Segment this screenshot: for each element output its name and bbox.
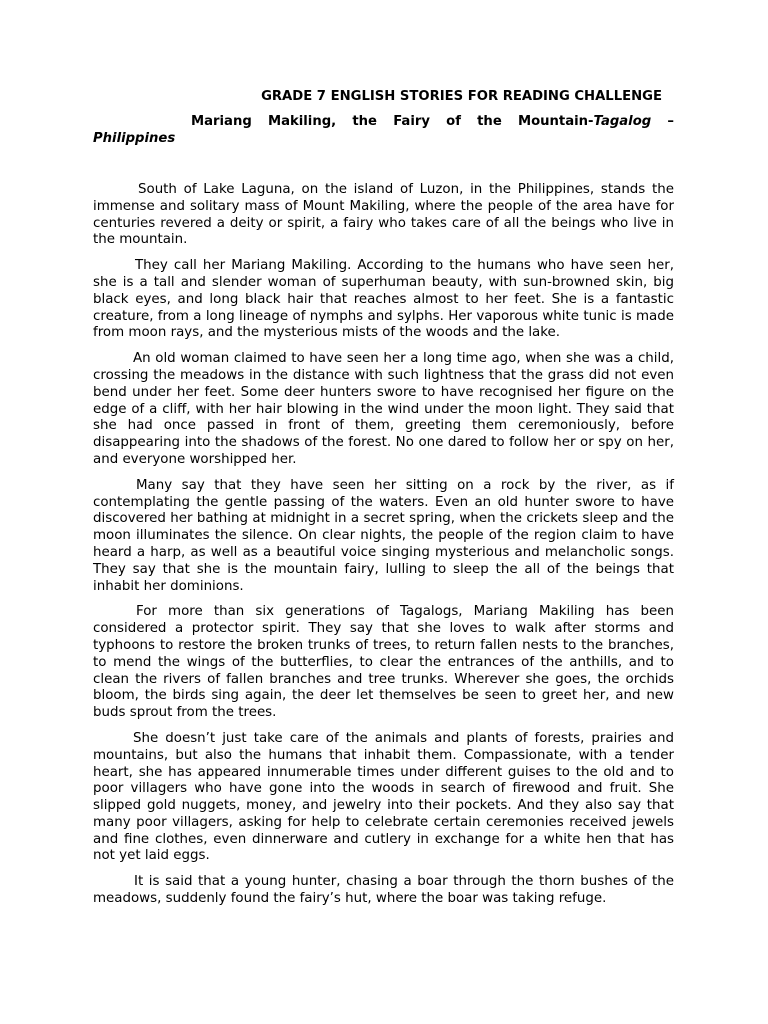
story-origin: Tagalog (593, 114, 652, 129)
document-heading: GRADE 7 ENGLISH STORIES FOR READING CHALLENGE (261, 89, 662, 104)
paragraph: Many say that they have seen her sitting on a rock by the river, as if contemplating the gentle passing of the waters. Even an old hunter swore to have discovered her bathing at midnight in a secret spring, when the crickets sleep and the moon illuminates the silence. On clear nights, the people of the region claim to have heard a harp, as well as a beautiful voice singing mysterious and melancholic songs. They say that she is the mountain fairy, lulling to sleep the all of the beings that inhabit her dominions. (93, 477, 674, 594)
story-title-text: Mariang Makiling, the Fairy of the Mountain- (191, 114, 594, 129)
paragraph: She doesn’t just take care of the animals and plants of forests, prairies and mountains, but also the humans that inhabit them. Compassionate, with a tender heart, she has appeared innumerable times under different guises to the old and to poor villagers who have gone into the woods in search of firewood and fruit. She slipped gold nuggets, money, and jewelry into their pockets. And they also say that many poor villagers, asking for help to celebrate certain ceremonies received jewels and fine clothes, even dinnerware and cutlery in exchange for a white hen that has not yet laid eggs. (93, 730, 674, 864)
story-body (93, 182, 674, 917)
story-title-dash: – (651, 114, 674, 129)
paragraph: They call her Mariang Makiling. According to the humans who have seen her, she is a tall and slender woman of superhuman beauty, with sun-browned skin, big black eyes, and long black hair that reaches almost to her feet. She is a fantastic creature, from a long lineage of nymphs and sylphs. Her vaporous white tunic is made from moon rays, and the mysterious mists of the woods and the lake. (93, 258, 674, 341)
paragraph: It is said that a young hunter, chasing a boar through the thorn bushes of the meadows, suddenly found the fairy’s hut, where the boar was taking refuge. (93, 874, 674, 907)
story-title (93, 113, 674, 147)
paragraph: South of Lake Laguna, on the island of Luzon, in the Philippines, stands the immense and solitary mass of Mount Makiling, where the people of the area have for centuries revered a deity or spirit, a fairy who takes care of all the beings who live in the mountain. (93, 182, 674, 248)
paragraph: For more than six generations of Tagalogs, Mariang Makiling has been considered a protector spirit. They say that she loves to walk after storms and typhoons to restore the broken trunks of trees, to return fallen nests to the branches, to mend the wings of the butterflies, to clear the entrances of the anthills, and to clean the rivers of fallen branches and tree trunks. Wherever she goes, the orchids bloom, the birds sing again, the deer let themselves be seen to greet her, and new buds sprout from the trees. (93, 604, 674, 721)
story-country: Philippines (93, 131, 176, 146)
paragraph: An old woman claimed to have seen her a long time ago, when she was a child, crossing the meadows in the distance with such lightness that the grass did not even bend under her feet. Some deer hunters swore to have recognised her figure on the edge of a cliff, with her hair blowing in the wind under the moon light. They said that she had once passed in front of them, greeting them ceremoniously, before disappearing into the shadows of the forest. No one dared to follow her or spy on her, and everyone worshipped her. (93, 351, 674, 467)
